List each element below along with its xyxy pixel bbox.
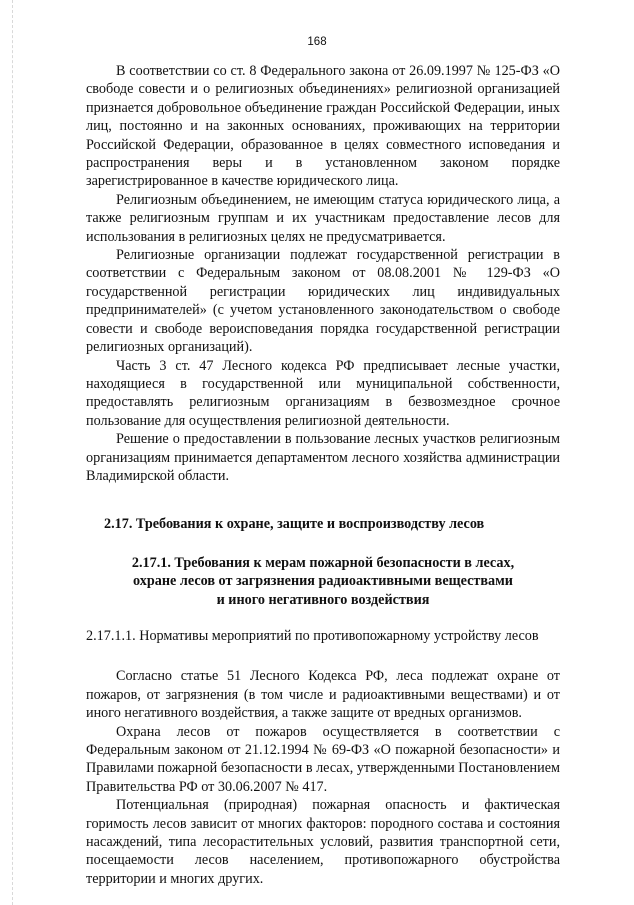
section-heading: 2.17. Требования к охране, защите и воспроизводству лесов [104, 516, 485, 533]
subsection-heading-line: 2.17.1. Требования к мерам пожарной безопасности в лесах, [131, 554, 515, 571]
subsection-heading-line: охране лесов от загрязнения радиоактивными веществами [133, 573, 513, 590]
paragraph: Потенциальная (природная) пожарная опасность и фактическая горимость лесов зависит от многих факторов: породного состава и состояния насаждений, типа лесорастительных условий, развития транспортной сети, посещаемости лесов населением, противопожарного обустройства территории и многих других. [86, 797, 560, 887]
paragraph: Решение о предоставлении в пользование лесных участков религиозным организациям принимается департаментом лесного хозяйства администрации Владимирской области. [86, 431, 560, 484]
paragraph: Часть 3 ст. 47 Лесного кодекса РФ предписывает лесные участки, находящиеся в государственной или муниципальной собственности, предоставлять религиозным организациям в безвозмездное срочное пользование для осуществления религиозной деятельности. [86, 357, 560, 429]
subsubsection-heading: 2.17.1.1. Нормативы мероприятий по противопожарному устройству лесов [86, 627, 539, 644]
scan-margin-line [12, 0, 13, 905]
document-body [86, 62, 560, 888]
paragraph: В соответствии со ст. 8 Федерального закона от 26.09.1997 № 125-ФЗ «О свободе совести и о религиозных объединениях» религиозной организацией признается добровольное объединение граждан Российской Федерации, иных лиц, постоянно и на законных основаниях, проживающих на территории Российской Федерации, образованное в целях совместного исповедания и распространения веры и в установленном законом порядке зарегистрированное в качестве юридического лица. [86, 63, 560, 190]
paragraph: Охрана лесов от пожаров осуществляется в соответствии с Федеральным законом от 21.12.1994 № 69-ФЗ «О пожарной безопасности» и Правилами пожарной безопасности в лесах, утвержденными Постановлением Правительства РФ от 30.06.2007 № 417. [86, 723, 560, 795]
subsection-heading [86, 554, 560, 609]
paragraph: Религиозным объединением, не имеющим статуса юридического лица, а также религиозным группам и их участникам предоставление лесов для использования в религиозных целях не предусматривается. [86, 191, 560, 245]
paragraph: Согласно статье 51 Лесного Кодекса РФ, леса подлежат охране от пожаров, от загрязнения (в том числе и радиоактивными веществами) и от иного негативного воздействия, а также защите от вредных организмов. [86, 668, 560, 722]
page-number: 168 [307, 36, 327, 48]
subsection-heading-line: и иного негативного воздействия [216, 591, 430, 608]
paragraph: Религиозные организации подлежат государственной регистрации в соответствии с Федеральным законом от 08.08.2001 № 129-ФЗ «О государственной регистрации юридических лиц индивидуальных предпринимателей» (с учетом установленного законодательством о свободе совести и свободе вероисповедания порядка государственной регистрации религиозных организаций). [86, 247, 560, 356]
